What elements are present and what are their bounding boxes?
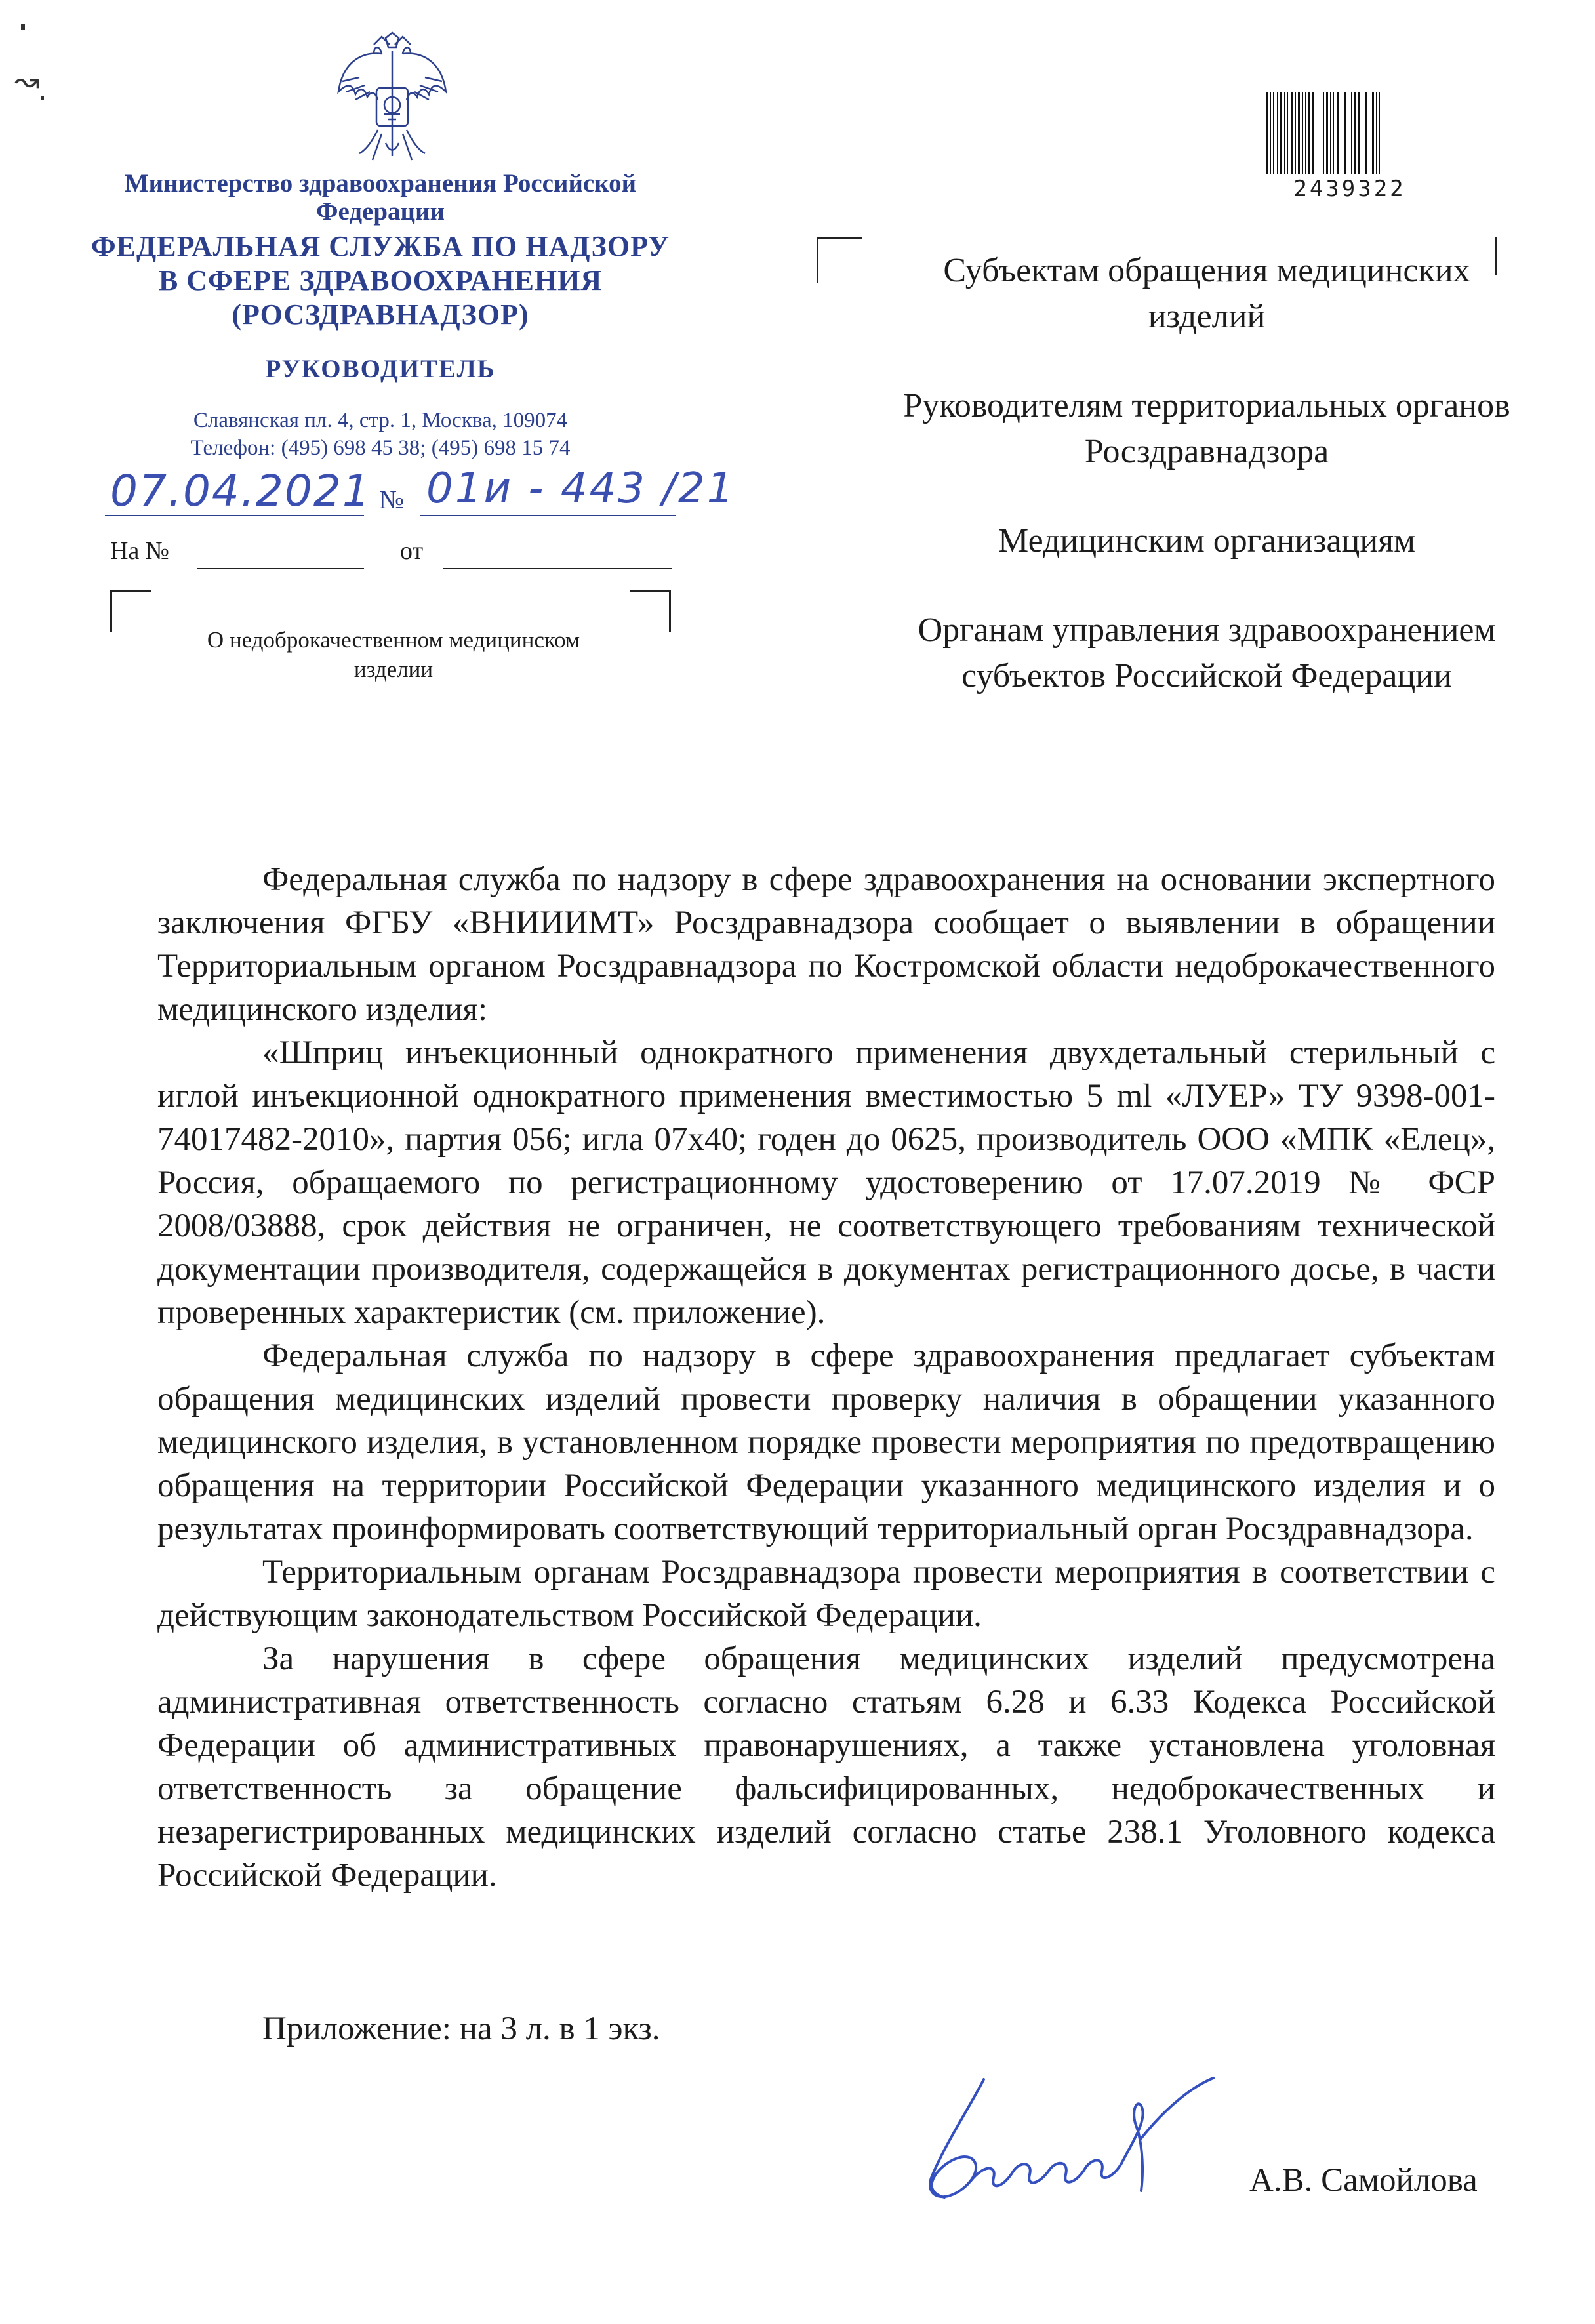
number-sign: №: [379, 485, 405, 514]
subject-corner-right: [630, 590, 671, 632]
reply-date-line: [443, 568, 672, 569]
addressee-list: [892, 248, 1522, 743]
margin-mark: [41, 96, 44, 100]
registration-number: 01и - 443 /21: [426, 464, 736, 513]
body-paragraph: Федеральная служба по надзору в сфере здравоохранения предлагает субъектам обращения медицинских изделий провести проверку наличия в обращении указанного медицинского изделия, в установленном порядке провести мероприятия по предотвращению обращения на территории Российской Федерации указанного медицинского изделия и о результатах проинформировать соответствующий территориальный орган Росздравнадзора.: [157, 1337, 1495, 1547]
attachment-note: Приложение: на 3 л. в 1 экз.: [262, 2010, 660, 2047]
addressee: Медицинским организациям: [998, 522, 1415, 560]
barcode-number: 2439322: [1293, 176, 1406, 202]
number-underline: [420, 515, 676, 516]
body-paragraph: За нарушения в сфере обращения медицинских изделий предусмотрена административная ответственность согласно статьям 6.28 и 6.33 Кодекса Российской Федерации об административных правонарушениях, а также установлена уголовная ответственность за обращение фальсифицированных, недоброкачественных и незарегистрированных медицинских изделий согласно статье 238.1 Уголовного кодекса Российской Федерации.: [157, 1641, 1495, 1894]
addressee: Руководителям территориальных органов Росздравнадзора: [903, 387, 1510, 470]
address-block: [79, 407, 682, 462]
margin-arrow-mark: ↝: [14, 63, 40, 98]
reply-date-label: от: [400, 537, 424, 565]
addressee: Органам управления здравоохранением субъектов Российской Федерации: [918, 611, 1496, 695]
addressee-corner-left: [817, 237, 862, 283]
reply-number-label: На №: [110, 537, 170, 565]
body-paragraph: Федеральная служба по надзору в сфере здравоохранения на основании экспертного заключения ФГБУ «ВНИИИМТ» Росздравнадзора сообщает о выявлении в обращении Территориальным органом Росздравнадзора по Костромской области недоброкачественного медицинского изделия:: [157, 861, 1495, 1028]
service-name: ФЕДЕРАЛЬНАЯ СЛУЖБА ПО НАДЗОРУ В СФЕРЕ ЗДРАВООХРАНЕНИЯ (РОСЗДРАВНАДЗОР): [91, 230, 670, 331]
registration-date: 07.04.2021: [110, 466, 371, 516]
phone-numbers: Телефон: (495) 698 45 38; (495) 698 15 74: [190, 436, 571, 460]
head-title: РУКОВОДИТЕЛЬ: [265, 355, 496, 383]
body-paragraph: Территориальным органам Росздравнадзора провести мероприятия в соответствии с действующим законодательством Российской Федерации.: [157, 1554, 1495, 1634]
handwritten-signature: [905, 2066, 1285, 2224]
body-paragraph: «Шприц инъекционный однократного применения двухдетальный стерильный с иглой инъекционной однократного применения вместимостью 5 ml «ЛУЕР» ТУ 9398-001-74017482-2010», партия 056; игла 07x40; годен до 0625, производитель ООО «МПК «Елец», Россия, обращаемого по регистрационному удостоверению от 17.07.2019 № ФСР 2008/03888, срок действия не ограничен, не соответствующего требованиям технической документации производителя, содержащейся в документах регистрационного досье, в части проверенных характеристик (см. приложение).: [157, 1034, 1495, 1331]
signer-name: А.В. Самойлова: [1249, 2162, 1478, 2199]
letter-subject: О недоброкачественном медицинском изделии: [207, 627, 580, 682]
subject-corner-left: [110, 590, 151, 632]
addressee: Субъектам обращения медицинских изделий: [943, 252, 1470, 335]
postal-address: Славянская пл. 4, стр. 1, Москва, 109074: [193, 409, 568, 432]
margin-mark: [21, 24, 25, 30]
barcode-icon: [1264, 92, 1435, 176]
letter-body: [157, 858, 1495, 1897]
russian-coat-of-arms-icon: [333, 31, 451, 167]
date-underline: [105, 515, 364, 516]
ministry-name: Министерство здравоохранения Российской Федерации: [124, 169, 637, 226]
reply-number-line: [197, 568, 364, 569]
